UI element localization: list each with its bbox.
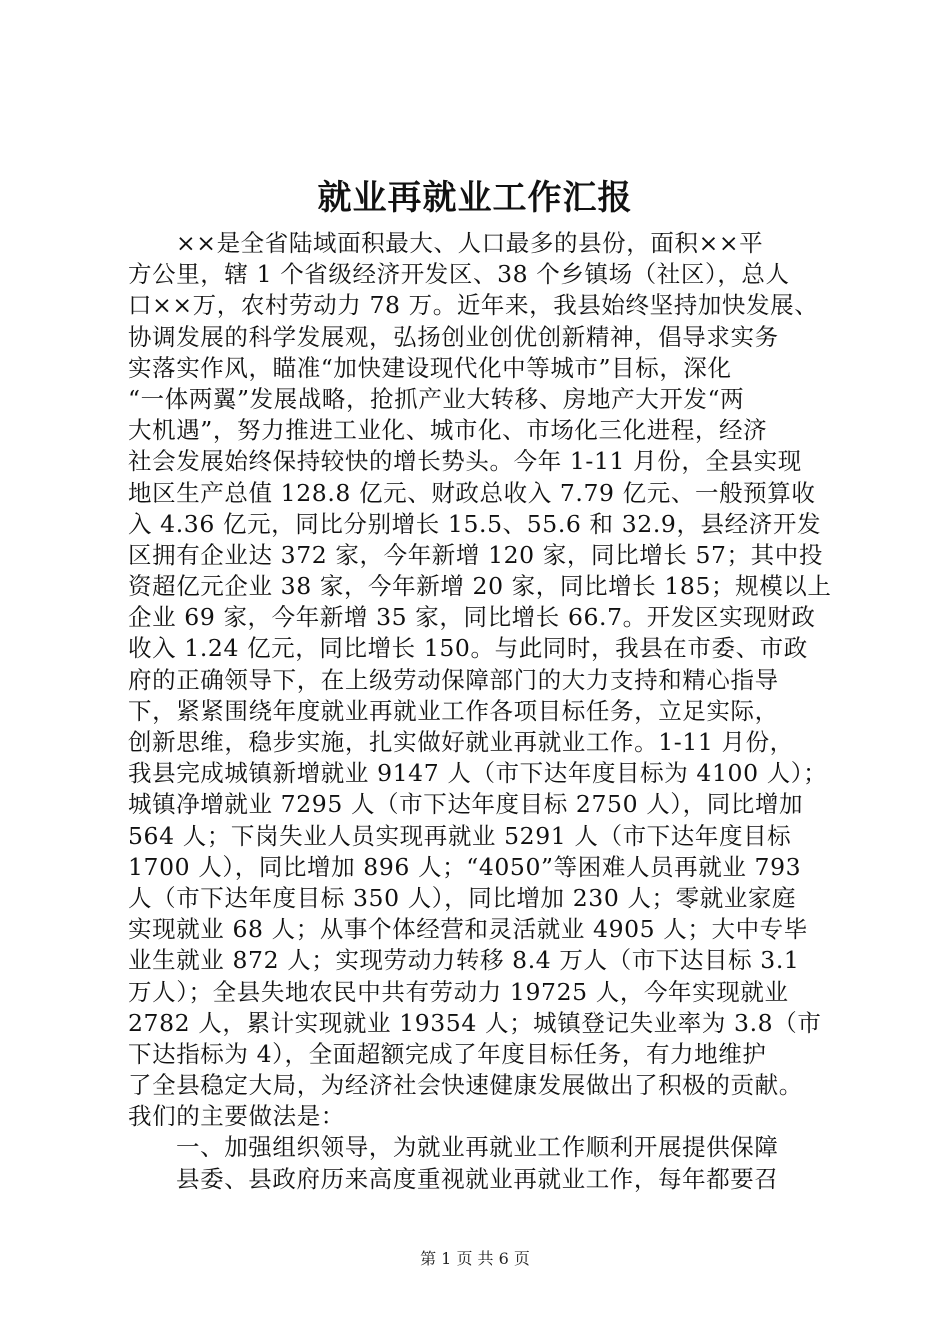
paragraph-line: 协调发展的科学发展观，弘扬创业创优创新精神，倡导求实务: [128, 322, 779, 351]
paragraph-line: 企业 69 家，今年新增 35 家，同比增长 66.7。开发区实现财政: [128, 603, 816, 632]
paragraph-line: 地区生产总值 128.8 亿元、财政总收入 7.79 亿元、一般预算收: [128, 478, 816, 507]
paragraph-line: 入 4.36 亿元，同比分别增长 15.5、55.6 和 32.9，县经济开发: [128, 509, 822, 538]
document-title: 就业再就业工作汇报: [317, 178, 633, 218]
paragraph-line: 我县完成城镇新增就业 9147 人（市下达年度目标为 4100 人）；: [128, 759, 828, 788]
paragraph-line: 下达指标为 4），全面超额完成了年度目标任务，有力地维护: [128, 1039, 767, 1068]
paragraph-line: 人（市下达年度目标 350 人），同比增加 230 人；零就业家庭: [128, 883, 797, 912]
paragraph-line: 资超亿元企业 38 家，今年新增 20 家，同比增长 185；规模以上: [128, 572, 832, 601]
section-heading: 一、加强组织领导，为就业再就业工作顺利开展提供保障: [176, 1133, 779, 1162]
paragraph-line: 口××万，农村劳动力 78 万。近年来，我县始终坚持加快发展、: [128, 291, 819, 320]
paragraph-line: 1700 人），同比增加 896 人；“4050”等困难人员再就业 793: [128, 852, 802, 881]
paragraph-line: 府的正确领导下，在上级劳动保障部门的大力支持和精心指导: [128, 665, 779, 694]
paragraph-line: 收入 1.24 亿元，同比增长 150。与此同时，我县在市委、市政: [128, 634, 808, 663]
paragraph-line: 实落实作风，瞄准“加快建设现代化中等城市”目标，深化: [128, 353, 732, 382]
paragraph-line: ××是全省陆域面积最大、人口最多的县份，面积××平: [176, 229, 764, 257]
document-body: [128, 228, 832, 1195]
paragraph-line: 区拥有企业达 372 家，今年新增 120 家，同比增长 57；其中投: [128, 540, 823, 569]
paragraph-line: 564 人；下岗失业人员实现再就业 5291 人（市下达年度目标: [128, 821, 792, 850]
paragraph-line: 下，紧紧围绕年度就业再就业工作各项目标任务，立足实际，: [128, 696, 779, 725]
paragraph-line: 县委、县政府历来高度重视就业再就业工作，每年都要召: [176, 1164, 779, 1193]
paragraph-line: 实现就业 68 人；从事个体经营和灵活就业 4905 人；大中专毕: [128, 915, 808, 944]
paragraph-line: 万人）；全县失地农民中共有劳动力 19725 人，今年实现就业: [128, 977, 789, 1006]
paragraph-line: 我们的主要做法是：: [128, 1102, 345, 1131]
paragraph-line: “一体两翼”发展战略，抢抓产业大转移、房地产大开发“两: [128, 384, 745, 413]
paragraph-line: 方公里，辖 1 个省级经济开发区、38 个乡镇场（社区），总人: [128, 260, 790, 289]
paragraph-line: 大机遇”，努力推进工业化、城市化、市场化三化进程，经济: [128, 416, 768, 445]
paragraph-line: 了全县稳定大局，为经济社会快速健康发展做出了积极的贡献。: [128, 1071, 803, 1100]
paragraph-line: 业生就业 872 人；实现劳动力转移 8.4 万人（市下达目标 3.1: [128, 946, 800, 975]
paragraph-line: 2782 人，累计实现就业 19354 人；城镇登记失业率为 3.8（市: [128, 1008, 822, 1037]
paragraph-line: 城镇净增就业 7295 人（市下达年度目标 2750 人），同比增加: [128, 790, 804, 819]
paragraph-line: 创新思维，稳步实施，扎实做好就业再就业工作。1-11 月份，: [128, 728, 794, 756]
paragraph-line: 社会发展始终保持较快的增长势头。今年 1-11 月份，全县实现: [128, 447, 802, 476]
page-footer: 第 1 页 共 6 页: [420, 1249, 530, 1268]
